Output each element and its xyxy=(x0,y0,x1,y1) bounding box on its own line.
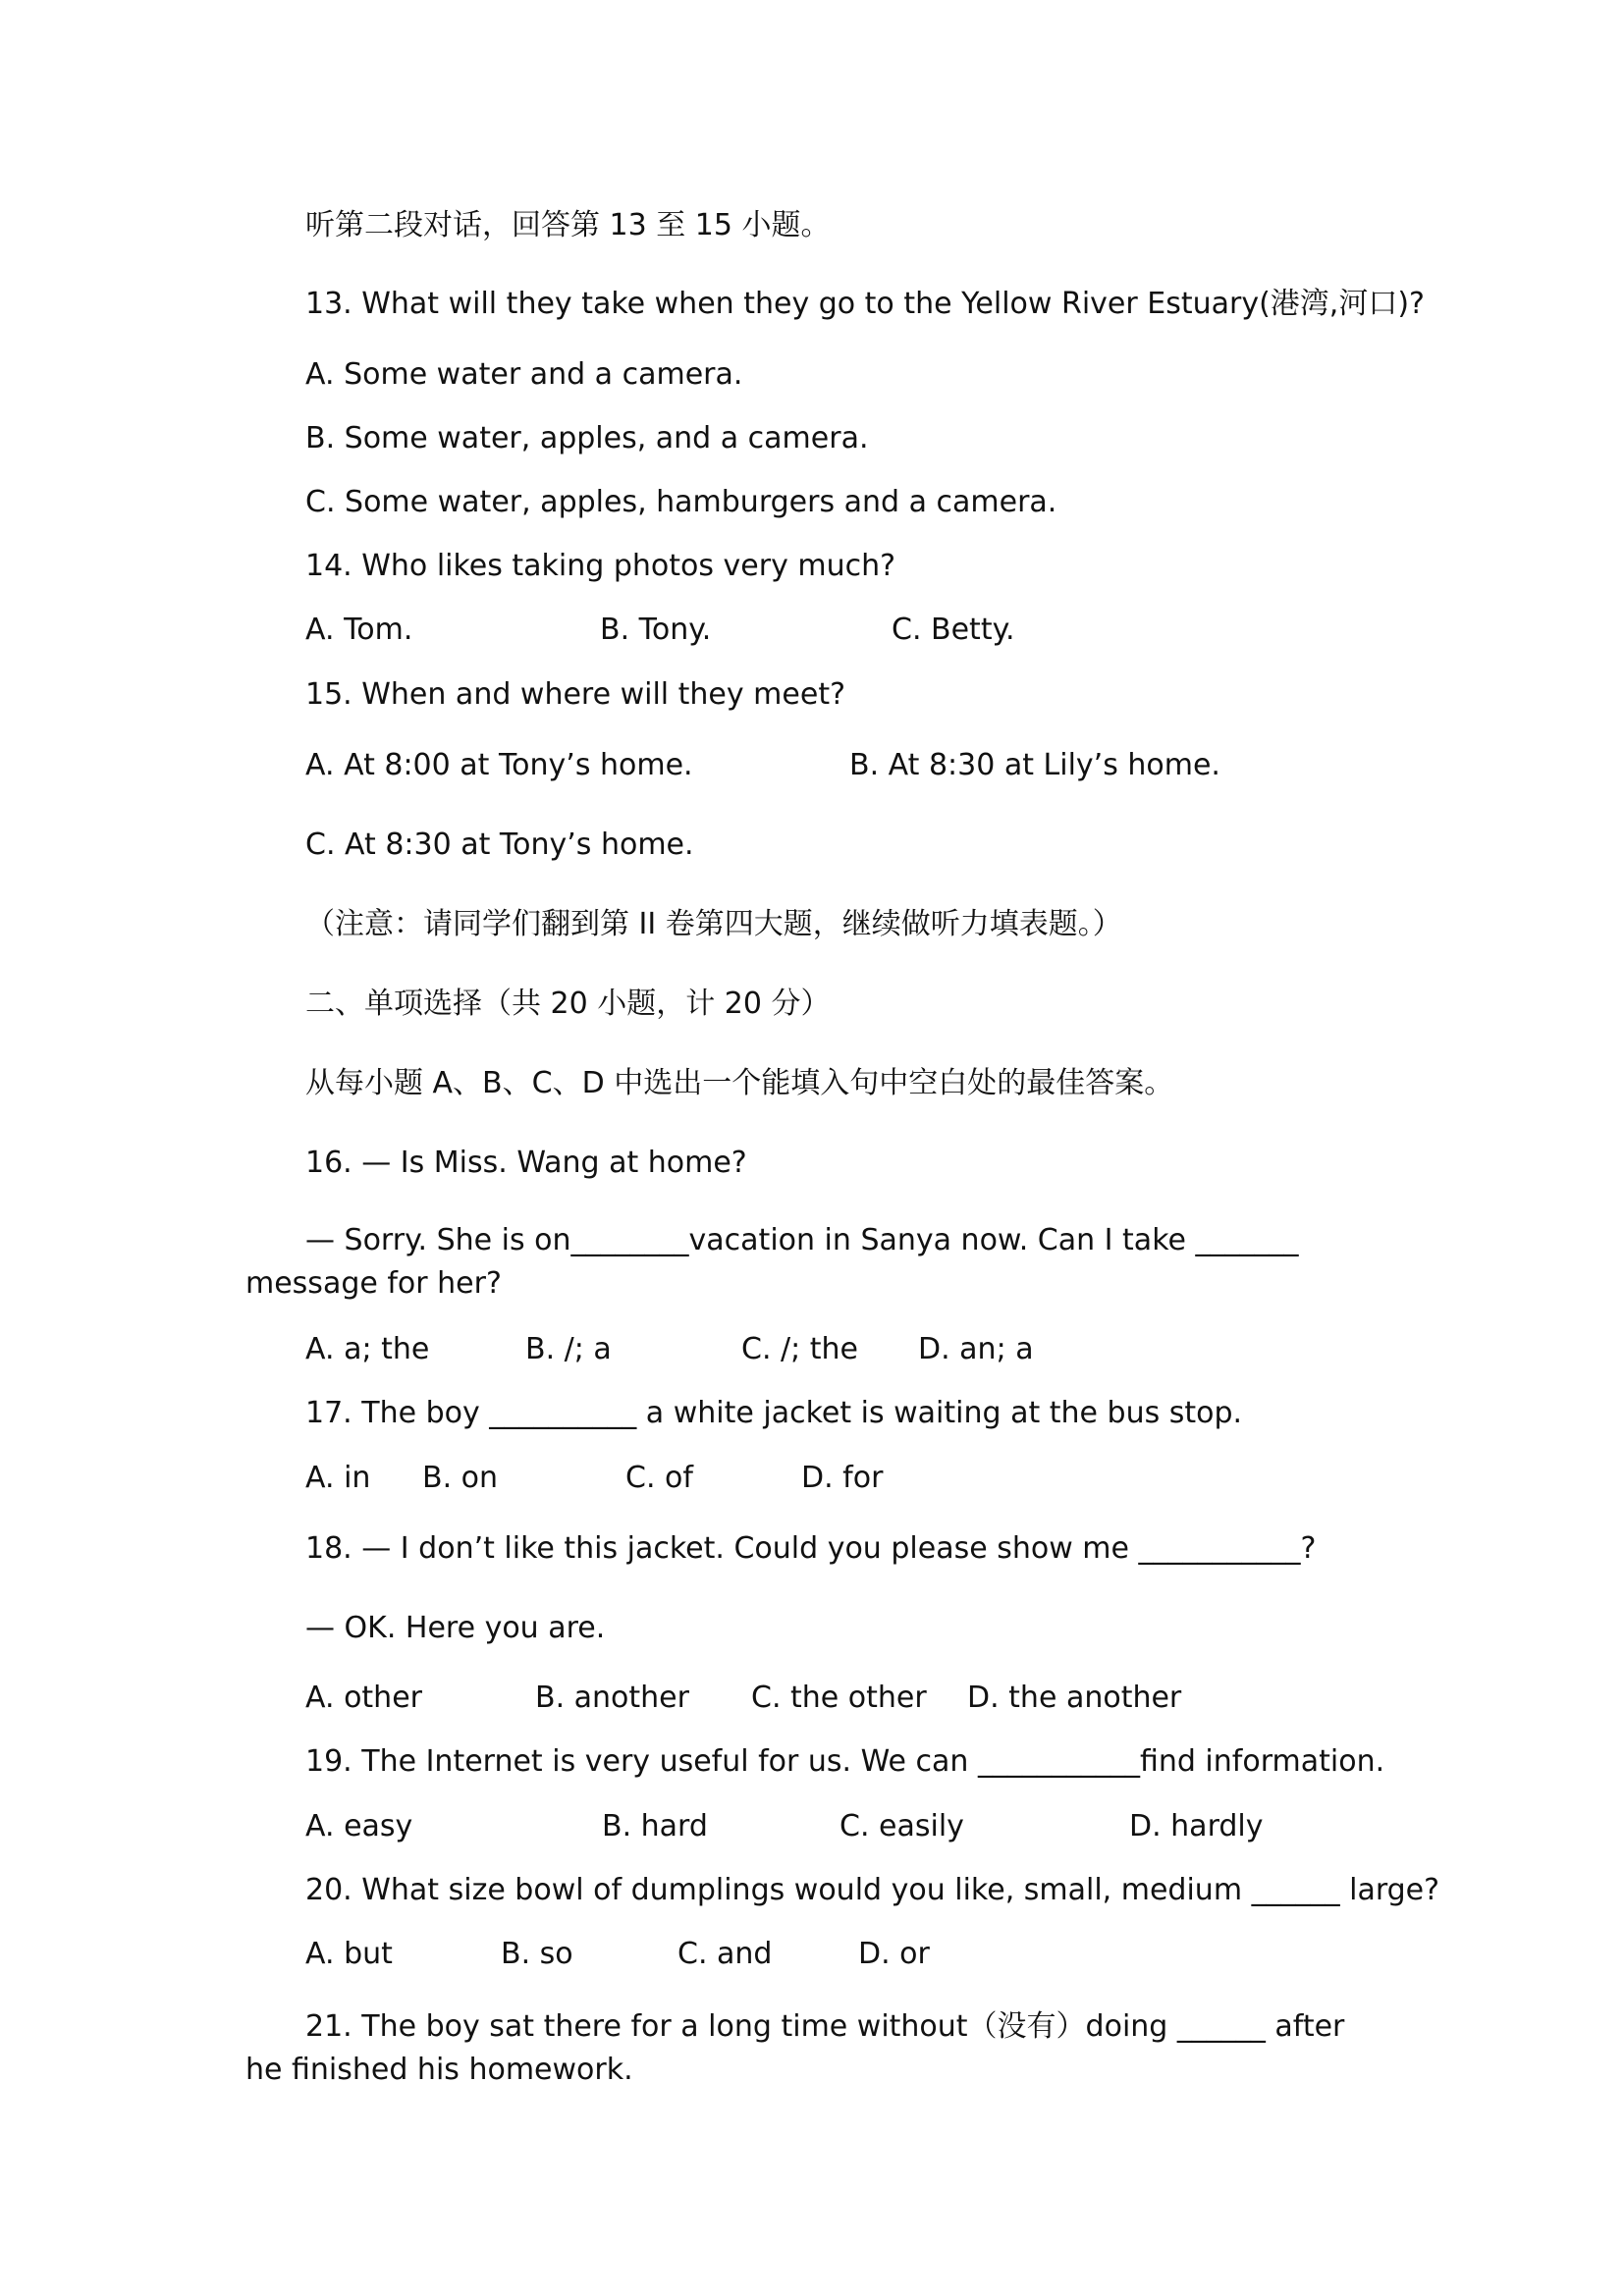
section-2-instruction: 从每小题 A、B、C、D 中选出一个能填入句中空白处的最佳答案。 xyxy=(305,1066,1174,1100)
q18-option-c: C. the other xyxy=(751,1681,927,1715)
q19-option-b: B. hard xyxy=(602,1809,708,1843)
section-2-title: 二、单项选择（共 20 小题，计 20 分） xyxy=(305,987,831,1021)
q20-option-c: C. and xyxy=(677,1937,773,1971)
q17-option-b: B. on xyxy=(422,1461,499,1495)
question-19: 19. The Internet is very useful for us. We can ___________find information. xyxy=(305,1744,1385,1779)
q14-option-a: A. Tom. xyxy=(305,613,413,647)
question-21: 21. The boy sat there for a long time without（没有）doing ______ after he finished his homework. xyxy=(245,2009,1345,2087)
q17-option-a: A. in xyxy=(305,1461,371,1495)
question-16: 16. — Is Miss. Wang at home? xyxy=(305,1146,747,1180)
question-20: 20. What size bowl of dumplings would you like, small, medium ______ large? xyxy=(305,1873,1440,1907)
q16-reply: — Sorry. She is on________vacation in Sanya now. Can I take _______ message for her? xyxy=(245,1223,1299,1301)
question-18: 18. — I don’t like this jacket. Could you please show me ___________? xyxy=(305,1531,1317,1566)
section-heading-listening: 听第二段对话，回答第 13 至 15 小题。 xyxy=(305,208,831,242)
question-13: 13. What will they take when they go to the Yellow River Estuary(港湾,河口)? xyxy=(305,287,1425,321)
q15-option-a: A. At 8:00 at Tony’s home. xyxy=(305,748,693,782)
q13-option-b: B. Some water, apples, and a camera. xyxy=(305,421,869,455)
q19-option-a: A. easy xyxy=(305,1809,413,1843)
q18-reply: — OK. Here you are. xyxy=(305,1611,606,1645)
q14-option-b: B. Tony. xyxy=(600,613,712,647)
q20-option-b: B. so xyxy=(501,1937,573,1971)
q17-option-c: C. of xyxy=(625,1461,693,1495)
q13-option-c: C. Some water, apples, hamburgers and a camera. xyxy=(305,485,1057,519)
q15-option-b: B. At 8:30 at Lily’s home. xyxy=(849,748,1220,782)
q19-option-c: C. easily xyxy=(839,1809,964,1843)
q16-option-d: D. an; a xyxy=(918,1332,1034,1366)
q16-option-a: A. a; the xyxy=(305,1332,430,1366)
question-14: 14. Who likes taking photos very much? xyxy=(305,549,896,583)
q16-option-c: C. /; the xyxy=(741,1332,859,1366)
q15-option-c: C. At 8:30 at Tony’s home. xyxy=(305,828,694,862)
q18-option-d: D. the another xyxy=(967,1681,1182,1715)
q13-option-a: A. Some water and a camera. xyxy=(305,357,743,392)
q20-option-d: D. or xyxy=(858,1937,930,1971)
question-17: 17. The boy __________ a white jacket is waiting at the bus stop. xyxy=(305,1396,1243,1430)
q16-option-b: B. /; a xyxy=(525,1332,612,1366)
q19-option-d: D. hardly xyxy=(1129,1809,1264,1843)
q18-option-a: A. other xyxy=(305,1681,422,1715)
q14-option-c: C. Betty. xyxy=(892,613,1015,647)
question-15: 15. When and where will they meet? xyxy=(305,677,846,712)
notice: （注意：请同学们翻到第 II 卷第四大题，继续做听力填表题。） xyxy=(305,907,1122,941)
q20-option-a: A. but xyxy=(305,1937,393,1971)
q18-option-b: B. another xyxy=(535,1681,689,1715)
q17-option-d: D. for xyxy=(801,1461,884,1495)
